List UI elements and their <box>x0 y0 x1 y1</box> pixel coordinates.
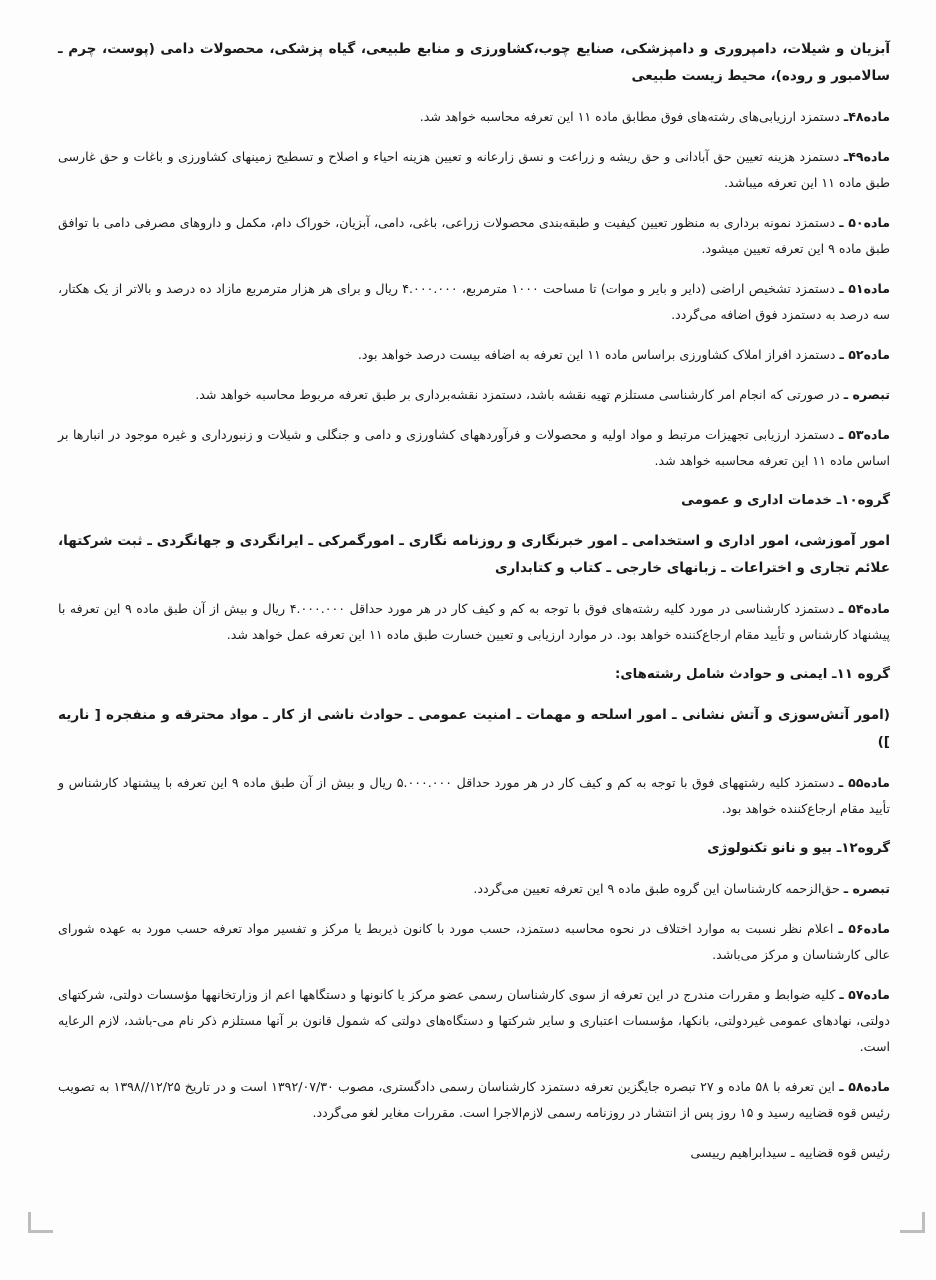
group-12-title: گروه۱۲ـ بیو و نانو تکنولوژی <box>707 841 890 856</box>
note-text: در صورتی که انجام امر کارشناسی مستلزم تهیه نقشه باشد، دستمزد نقشه‌برداری بر طبق تعرفه مربوط محاسبه خواهد شد. <box>195 387 844 402</box>
article-label: ماده۵۱ ـ <box>839 281 891 296</box>
article-48 <box>58 104 890 130</box>
article-label: ماده۴۸ـ <box>843 109 890 124</box>
article-text: کلیه ضوابط و مقررات مندرج در این تعرفه از سوی کارشناسان رسمی عضو مرکز یا کانونها و دستگاهها اعم از وزارتخانهها مؤسسات دولتی، شرکتهای دولتی، نهادهای عمومی غیردولتی، بانکها، مؤسسات اعتباری و سایر شرکتها و دستگاه‌های دولتی که شمول قانون بر آنها مستلزم ذکر نام می-باشد، لازم الرعایه است. <box>58 987 890 1054</box>
article-50 <box>58 210 890 262</box>
article-text: دستمزد افراز املاک کشاورزی براساس ماده ۱۱ این تعرفه به اضافه بیست درصد خواهد بود. <box>357 347 840 362</box>
article-label: ماده۵۶ ـ <box>838 921 890 936</box>
note-2 <box>58 876 890 902</box>
page-corner-left-mark <box>28 1212 53 1233</box>
article-text: اعلام نظر نسبت به موارد اختلاف در نحوه محاسبه دستمزد، حسب مورد با کانون ذیربط یا مرکز و تفسیر مواد تعرفه حسب مورد به عهده شورای عالی کارشناسان و مرکز می‌باشد. <box>58 921 890 962</box>
note-text: حق‌الزحمه کارشناسان این گروه طبق ماده ۹ این تعرفه تعیین می‌گردد. <box>473 881 844 896</box>
article-58 <box>58 1074 890 1126</box>
article-label: ماده۵۸ ـ <box>839 1079 890 1094</box>
group-10-title: گروه۱۰ـ خدمات اداری و عمومی <box>681 493 890 508</box>
article-52 <box>58 342 890 368</box>
article-label: ماده۵۷ ـ <box>839 987 890 1002</box>
article-51 <box>58 276 890 328</box>
group-11-subtitle: (امور آتش‌سوزی و آتش نشانی ـ امور اسلحه و مهمات ـ امنیت عمومی ـ حوادث ناشی از کار ـ مواد محترقه و منفجره [ ناریه ]) <box>58 707 890 750</box>
article-55 <box>58 770 890 822</box>
article-49 <box>58 144 890 196</box>
article-text: دستمزد ارزیابی‌های رشته‌های فوق مطابق ماده ۱۱ این تعرفه محاسبه خواهد شد. <box>419 109 844 124</box>
article-text: دستمزد ارزیابی تجهیزات مرتبط و مواد اولیه و محصولات و فرآوردههای کشاورزی و دامی و جنگلی و شیلات و زنبورداری و غیره موجود در انبارها بر اساس ماده ۱۱ این تعرفه محاسبه خواهد شد. <box>58 427 890 468</box>
article-text: دستمزد کلیه رشتههای فوق با توجه به کم و کیف کار در هر مورد حداقل ۵.۰۰۰.۰۰۰ ریال و بیش از آن طبق ماده ۹ این تعرفه با پیشنهاد کارشناس و تأیید مقام ارجاع‌کننده خواهد بود. <box>58 775 890 816</box>
article-label: ماده۵۴ ـ <box>838 601 890 616</box>
article-text: این تعرفه با ۵۸ ماده و ۲۷ تبصره جایگزین تعرفه دستمزد کارشناسان رسمی دادگستری، مصوب ۱۳۹۲/۰۷/۳۰ است و در تاریخ ۱۲/۲۵//۱۳۹۸ به تصویب رئیس قوه قضاییه رسید و ۱۵ روز پس از انتشار در روزنامه رسمی لازم‌الاجرا است. مقررات مغایر لغو می‌گردد. <box>58 1079 890 1120</box>
article-text: دستمزد تشخیص اراضی (دایر و بایر و موات) تا مساحت ۱۰۰۰ مترمربع، ۴.۰۰۰.۰۰۰ ریال و برای هر هزار مترمربع مازاد ده درصد و بالاتر از یک هکتار، سه درصد به دستمزد فوق اضافه می‌گردد. <box>58 281 890 322</box>
section-heading-agriculture: آبزیان و شیلات، دامپروری و دامپزشکی، صنایع چوب،کشاورزی و منابع طبیعی، گیاه پزشکی، محصولات دامی (پوست، چرم ـ سالامبور و روده)، محیط زیست طبیعی <box>58 41 890 84</box>
article-label: ماده۵۰ ـ <box>839 215 890 230</box>
group-10-subtitle: امور آموزشی، امور اداری و استخدامی ـ امور خبرنگاری و روزنامه نگاری ـ امورگمرکی ـ ایرانگردی و جهانگردی ـ ثبت شرکتها، علائم تجاری و اختراعات ـ زبانهای خارجی ـ کتاب و کتابداری <box>58 533 890 576</box>
signature: رئیس قوه قضاییه ـ سیدابراهیم رییسی <box>690 1145 890 1160</box>
article-label: ماده۵۵ ـ <box>838 775 890 790</box>
article-label: ماده۵۲ ـ <box>839 347 890 362</box>
note-label: تبصره ـ <box>843 881 890 896</box>
article-text: دستمزد نمونه برداری به منظور تعیین کیفیت و طبقه‌بندی محصولات زراعی، باغی، دامی، آبزیان، خوراک دام، مکمل و داروهای مصرفی دامی با توافق طبق ماده ۹ این تعرفه تعیین میشود. <box>58 215 890 256</box>
article-56 <box>58 916 890 968</box>
article-label: ماده۵۳ ـ <box>838 427 890 442</box>
page-corner-right-mark <box>900 1212 925 1233</box>
article-text: دستمزد کارشناسی در مورد کلیه رشته‌های فوق با توجه به کم و کیف کار در هر مورد حداقل ۴.۰۰۰.۰۰۰ ریال و بیش از آن طبق ماده ۹ این تعرفه با پیشنهاد کارشناس و تأیید مقام ارجاع‌کننده خواهد بود. در موارد ارزیابی و تعیین خسارت طبق ماده ۱۱ این تعرفه عمل خواهد شد. <box>58 601 890 642</box>
article-54 <box>58 596 890 648</box>
article-text: دستمزد هزینه تعیین حق آبادانی و حق ریشه و زراعت و نسق زارعانه و تعیین هزینه احیاء و اصلاح و تسطیح زمینهای کشاورزی و باغات و حق غارسی طبق ماده ۱۱ این تعرفه میباشد. <box>58 149 890 190</box>
article-53 <box>58 422 890 474</box>
note-label: تبصره ـ <box>843 387 890 402</box>
article-57 <box>58 982 890 1060</box>
article-label: ماده۴۹ـ <box>843 149 890 164</box>
group-11-title: گروه ۱۱ـ ایمنی و حوادث شامل رشته‌های: <box>614 667 890 682</box>
note-1 <box>58 382 890 408</box>
document-body <box>58 36 890 1180</box>
